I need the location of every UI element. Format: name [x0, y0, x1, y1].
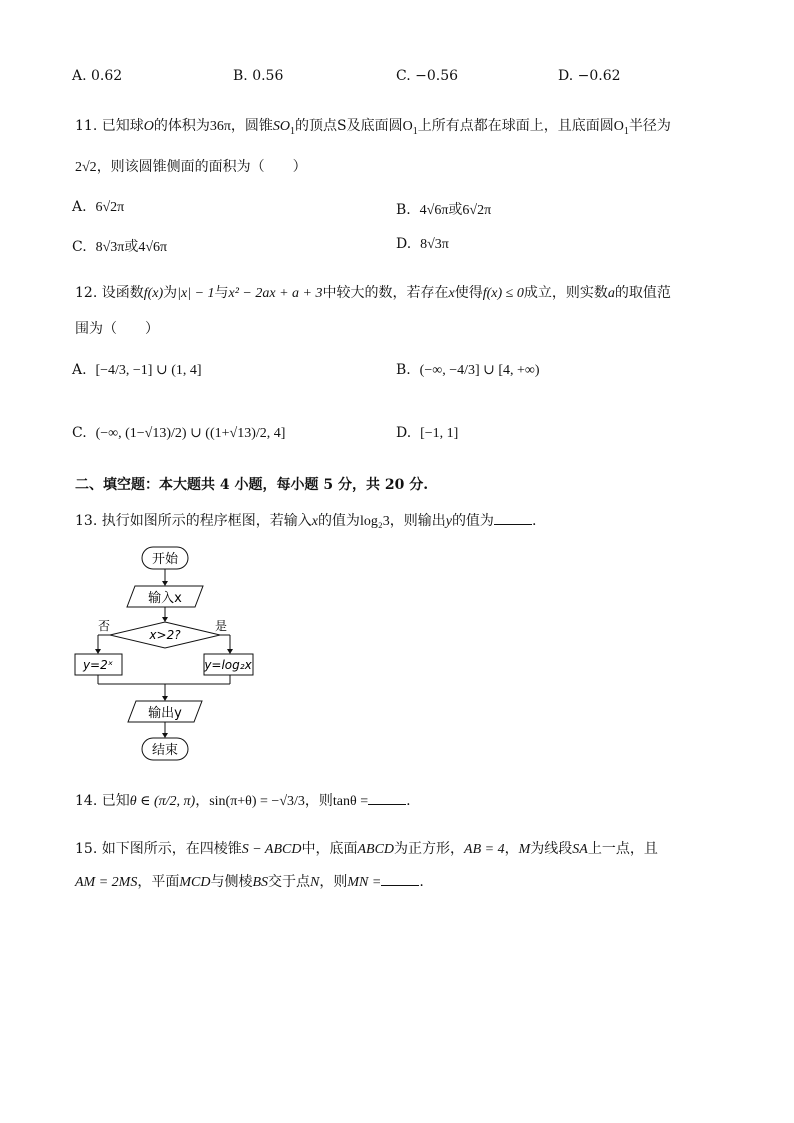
- q15-bs: BS: [252, 875, 269, 890]
- flow-left-label: y=2ˣ: [82, 658, 114, 672]
- q12-option-a: [72, 362, 202, 379]
- flow-input-label: 输入x: [148, 591, 182, 606]
- option-label: B.: [396, 362, 411, 378]
- q15-am: AM = 2MS: [75, 875, 138, 890]
- q15-text: 为线段: [530, 841, 573, 857]
- q13-y: y: [445, 514, 452, 529]
- q11-text: 上所有点都在球面上，且底面圆: [417, 118, 614, 134]
- q14-tan: tanθ =: [332, 794, 369, 809]
- q15-stem-line2: [75, 871, 424, 891]
- q15-sa: SA: [572, 842, 588, 857]
- option-value: 4√6π: [138, 240, 168, 255]
- q14-equation: sin(π+θ) = −√3/3: [209, 794, 305, 809]
- answer-blank: [368, 792, 406, 805]
- flow-output-label: 输出y: [148, 706, 182, 721]
- flow-end-label: 结束: [151, 743, 179, 758]
- flow-arrowhead: [95, 649, 101, 654]
- q11-circle-o1: O: [402, 119, 413, 134]
- q12-option-c: [72, 425, 285, 442]
- q15-text: 交于点: [268, 874, 311, 890]
- q13-text: 的值为: [451, 513, 494, 529]
- q13-flowchart: [70, 544, 260, 764]
- q15-text: 与侧棱: [210, 874, 253, 890]
- option-value: [−4/3, −1] ∪ (1, 4]: [95, 363, 202, 378]
- q10-option-a: A. 0.62: [72, 68, 123, 84]
- q14-number: 14.: [75, 793, 98, 809]
- flow-no-label: 否: [97, 619, 111, 633]
- option-value: 6√2π: [95, 200, 125, 215]
- q12-text: 与: [214, 285, 229, 301]
- flow-right-label: y=log₂x: [204, 658, 252, 672]
- q11-subscript: 1: [623, 125, 629, 137]
- option-value: 6√2π: [462, 203, 492, 218]
- q12-text: 为: [163, 285, 178, 301]
- q12-abs-expr: |x| − 1: [177, 286, 215, 301]
- q10-option-b: B. 0.56: [233, 68, 284, 84]
- q13-input-value: log₂3: [359, 514, 390, 529]
- option-value: (−∞, (1−√13)/2) ∪ ((1+√13)/2, 4]: [95, 426, 286, 441]
- option-label: A.: [72, 199, 87, 215]
- q15-number: 15.: [75, 841, 98, 857]
- q11-option-d: [396, 236, 449, 253]
- flow-arrowhead: [162, 581, 168, 586]
- q15-pyramid: S − ABCD: [241, 842, 302, 857]
- q11-option-c: [72, 236, 167, 256]
- q10-option-d: D. −0.62: [558, 68, 621, 84]
- q11-stem-line1: [75, 115, 671, 137]
- flow-arrowhead: [227, 649, 233, 654]
- q13-stem: [75, 510, 536, 530]
- option-label: C.: [72, 425, 87, 441]
- q15-text: ，则: [319, 874, 348, 890]
- flow-yes-label: 是: [214, 619, 228, 633]
- q11-cone-so1: SO: [272, 119, 291, 134]
- q11-text: ，则该圆锥侧面的面积为（ ）: [96, 159, 307, 175]
- q12-number: 12.: [75, 285, 98, 301]
- option-value: [−1, 1]: [420, 426, 459, 441]
- q15-text: 为正方形，: [394, 841, 465, 857]
- option-label: C.: [72, 239, 87, 255]
- q15-text: 中，底面: [301, 841, 358, 857]
- flow-decision-label: x>2?: [149, 628, 181, 642]
- q14-text: 已知: [101, 793, 130, 809]
- option-label: A.: [72, 362, 87, 378]
- q12-stem-line1: [75, 282, 671, 302]
- q12-fx: f(x): [143, 286, 164, 301]
- q14-stem: [75, 790, 411, 810]
- answer-blank: [381, 873, 419, 886]
- q15-mn: MN =: [347, 875, 382, 890]
- q12-text: 的取值范: [614, 285, 671, 301]
- flow-arrowhead: [162, 696, 168, 701]
- q12-option-d: [396, 425, 458, 442]
- option-value: 4√6π: [419, 203, 449, 218]
- q11-volume: 36π: [209, 119, 231, 134]
- q15-n: N: [310, 875, 320, 890]
- q15-text: ，: [504, 841, 519, 857]
- q15-period: .: [419, 874, 424, 890]
- q11-number: 11.: [75, 118, 98, 134]
- q14-period: .: [406, 793, 411, 809]
- q11-text: 的顶点S及底面圆: [295, 118, 403, 134]
- q11-text: 已知球: [101, 118, 144, 134]
- q12-text: 使得: [454, 285, 483, 301]
- option-value: 8√3π: [420, 237, 449, 252]
- q15-base: ABCD: [357, 842, 395, 857]
- q15-stem-line1: [75, 838, 658, 858]
- q13-number: 13.: [75, 513, 98, 529]
- q12-text: 中较大的数，若存在: [322, 285, 449, 301]
- flow-arrowhead: [162, 617, 168, 622]
- q12-text: 设函数: [101, 285, 144, 301]
- q12-stem-line2: 围为（ ）: [75, 321, 159, 337]
- q12-condition: f(x) ≤ 0: [482, 286, 524, 301]
- q10-option-c: C. −0.56: [396, 68, 459, 84]
- q11-stem-line2: [75, 156, 307, 176]
- q14-text: ，: [195, 793, 210, 809]
- q11-radius: 2√2: [75, 160, 97, 175]
- q11-text: 半径为: [628, 118, 671, 134]
- q15-text: 上一点，且: [587, 841, 658, 857]
- q15-text: ，平面: [137, 874, 180, 890]
- section-heading: 二、填空题：本大题共 4 小题，每小题 5 分，共 20 分.: [75, 477, 429, 493]
- q11-text: ，圆锥: [230, 118, 273, 134]
- q13-text: 执行如图所示的程序框图，若输入: [101, 513, 312, 529]
- q12-option-b: [396, 362, 540, 379]
- q13-text: 的值为: [317, 513, 360, 529]
- flow-arrowhead: [162, 733, 168, 738]
- q11-option-b: [396, 199, 491, 219]
- option-label: B.: [396, 202, 411, 218]
- q11-sphere-o: O: [143, 119, 154, 134]
- q12-a: a: [607, 286, 615, 301]
- q12-quad-expr: x² − 2ax + a + 3: [228, 286, 323, 301]
- q13-x: x: [311, 514, 318, 529]
- q13-period: .: [531, 513, 537, 529]
- option-or: 或: [124, 239, 139, 255]
- q11-subscript: 1: [290, 125, 296, 137]
- q11-text: 的体积为: [153, 118, 210, 134]
- q14-text: ，则: [304, 793, 333, 809]
- option-label: D.: [396, 425, 412, 441]
- q15-text: 如下图所示，在四棱锥: [101, 841, 242, 857]
- q12-x: x: [448, 286, 455, 301]
- q12-text: 成立，则实数: [523, 285, 608, 301]
- option-value: 8√3π: [95, 240, 125, 255]
- q11-circle-o1: O: [613, 119, 624, 134]
- option-or: 或: [448, 202, 463, 218]
- option-value: (−∞, −4/3] ∪ [4, +∞): [419, 363, 540, 378]
- q15-m: M: [518, 842, 531, 857]
- q14-theta-range: θ ∈ (π/2, π): [129, 794, 196, 809]
- answer-blank: [494, 512, 532, 525]
- flow-start-label: 开始: [151, 552, 179, 567]
- q11-subscript: 1: [412, 125, 418, 137]
- q11-option-a: [72, 199, 124, 216]
- q13-text: ，则输出: [389, 513, 446, 529]
- option-label: D.: [396, 236, 412, 252]
- q15-mcd: MCD: [179, 875, 211, 890]
- q15-ab: AB = 4: [464, 842, 505, 857]
